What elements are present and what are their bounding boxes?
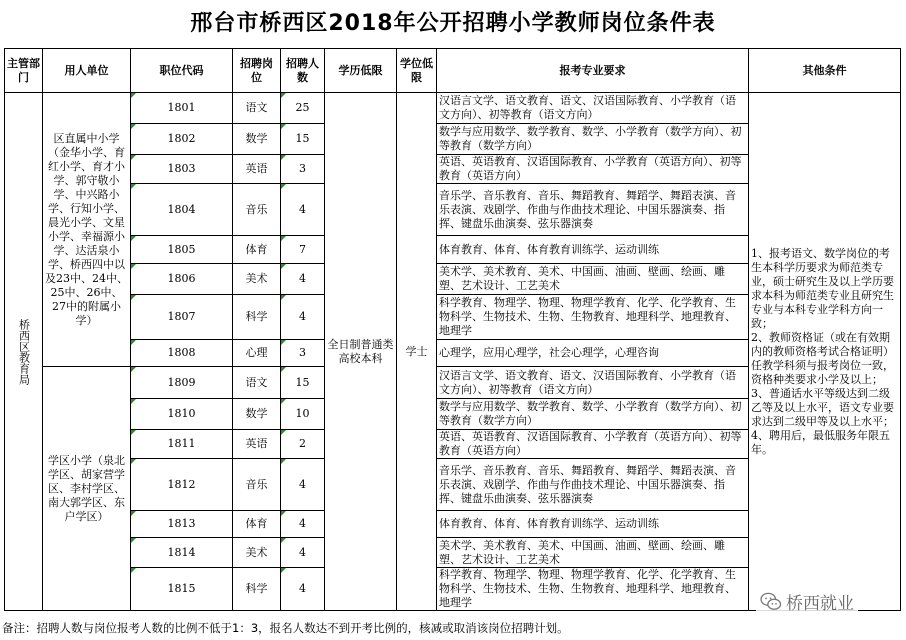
edu-cell: 全日制普通类高校本科 — [325, 93, 397, 611]
other-conditions-cell — [749, 93, 901, 611]
subject-cell: 体育 — [233, 511, 281, 538]
major-cell: 科学教育、物理学、物理、物理学教育、化学、化学教育、生物科学、生物技术、生物、生物教育、地理科学、地理教育、地理学 — [437, 568, 749, 611]
subject-cell: 美术 — [233, 264, 281, 295]
major-cell: 数学与应用数学、数学教育、数学、小学教育（数学方向）、初等教育（数学方向） — [437, 399, 749, 430]
header-edu: 学历低限 — [325, 49, 397, 93]
count-cell: 10 — [281, 399, 325, 430]
major-cell: 体育教育、体育、体育教育训练学、运动训练 — [437, 236, 749, 264]
watermark — [756, 588, 858, 615]
subject-cell: 数学 — [233, 399, 281, 430]
code-cell: 1808 — [131, 340, 233, 367]
count-cell: 4 — [281, 295, 325, 340]
count-cell: 4 — [281, 568, 325, 611]
code-cell: 1807 — [131, 295, 233, 340]
header-code: 职位代码 — [131, 49, 233, 93]
other-conditions-text: 1、报考语文、数学岗位的考生本科学历要求为师范类专业，硕士研究生及以上学历要求本科为师范类专业且研究生专业与本科专业学科方向一致； 2、教师资格证（或在有效期内的教师资格考试合格证明）任教学科须与报考岗位一致，资格种类要求小学及以上； 3、普通话水平等级达到二级乙等及以上水平，语文专业要求达到二级甲等及以上水平； 4、聘用后，最低服务年限五年。 — [751, 246, 894, 456]
header-dept: 主管部门 — [5, 49, 43, 93]
subject-cell: 语文 — [233, 93, 281, 124]
dept-text: 桥西区教育局 — [17, 318, 31, 385]
count-cell: 3 — [281, 155, 325, 184]
count-cell: 7 — [281, 236, 325, 264]
code-cell: 1814 — [131, 538, 233, 568]
header-degree: 学位低限 — [397, 49, 437, 93]
count-cell: 4 — [281, 538, 325, 568]
header-other: 其他条件 — [749, 49, 901, 93]
subject-cell: 语文 — [233, 367, 281, 399]
major-cell: 科学教育、物理学、物理、物理学教育、化学、化学教育、生物科学、生物技术、生物、生物教育、地理科学、地理教育、地理学 — [437, 295, 749, 340]
unit-group2-cell: 学区小学（泉北学区、胡家营学区、李村学区、南大郭学区、东户学区） — [43, 367, 131, 611]
header-position: 招聘岗位 — [233, 49, 281, 93]
count-cell: 25 — [281, 93, 325, 124]
positions-table — [4, 48, 901, 611]
page-title: 邢台市桥西区2018年公开招聘小学教师岗位条件表 — [190, 11, 716, 36]
major-cell: 英语、英语教育、汉语国际教育、小学教育（英语方向）、初等教育（英语方向） — [437, 155, 749, 184]
count-cell: 4 — [281, 511, 325, 538]
header-row — [5, 49, 901, 93]
table-row — [5, 93, 901, 124]
count-cell: 4 — [281, 184, 325, 236]
subject-cell: 英语 — [233, 430, 281, 459]
major-cell: 汉语言文学、语文教育、语文、汉语国际教育、小学教育（语文方向）、初等教育（语文方向） — [437, 93, 749, 124]
code-cell: 1802 — [131, 124, 233, 155]
subject-cell: 美术 — [233, 538, 281, 568]
subject-cell: 音乐 — [233, 459, 281, 511]
code-cell: 1806 — [131, 264, 233, 295]
code-cell: 1813 — [131, 511, 233, 538]
count-cell: 2 — [281, 430, 325, 459]
count-cell: 15 — [281, 367, 325, 399]
major-cell: 汉语言文学、语文教育、语文、汉语国际教育、小学教育（语文方向）、初等教育（语文方向） — [437, 367, 749, 399]
header-major: 报考专业要求 — [437, 49, 749, 93]
major-cell: 数学与应用数学、数学教育、数学、小学教育（数学方向）、初等教育（数学方向） — [437, 124, 749, 155]
wechat-icon — [760, 592, 782, 612]
subject-cell: 心理 — [233, 340, 281, 367]
count-cell: 4 — [281, 264, 325, 295]
header-unit: 用人单位 — [43, 49, 131, 93]
subject-cell: 体育 — [233, 236, 281, 264]
code-cell: 1810 — [131, 399, 233, 430]
count-cell: 4 — [281, 459, 325, 511]
major-cell: 音乐学、音乐教育、音乐、舞蹈教育、舞蹈学、舞蹈表演、音乐表演、戏剧学、作曲与作曲技术理论、中国乐器演奏、指挥、键盘乐曲演奏、弦乐器演奏 — [437, 459, 749, 511]
footnote: 备注：招聘人数与岗位报考人数的比例不低于1：3，报名人数达不到开考比例的，核减或取消该岗位招聘计划。 — [2, 621, 569, 635]
code-cell: 1812 — [131, 459, 233, 511]
major-cell: 音乐学、音乐教育、音乐、舞蹈教育、舞蹈学、舞蹈表演、音乐表演、戏剧学、作曲与作曲技术理论、中国乐器演奏、指挥、键盘乐曲演奏、弦乐器演奏 — [437, 184, 749, 236]
subject-cell: 音乐 — [233, 184, 281, 236]
count-cell: 3 — [281, 340, 325, 367]
code-cell: 1803 — [131, 155, 233, 184]
dept-cell — [5, 93, 43, 611]
degree-cell: 学士 — [397, 93, 437, 611]
code-cell: 1809 — [131, 367, 233, 399]
watermark-text: 桥西就业 — [786, 594, 854, 614]
code-cell: 1804 — [131, 184, 233, 236]
unit-group1-cell: 区直属中小学（金华小学、育红小学、育才小学、郭守敬小学、中兴路小学、行知小学、晨光小学、文星小学、幸福源小学、达活泉小学、桥西四中以及23中、24中、25中、26中、27中的附属小学） — [43, 93, 131, 367]
code-cell: 1811 — [131, 430, 233, 459]
subject-cell: 数学 — [233, 124, 281, 155]
count-cell: 15 — [281, 124, 325, 155]
major-cell: 心理学，应用心理学，社会心理学，心理咨询 — [437, 340, 749, 367]
subject-cell: 英语 — [233, 155, 281, 184]
header-count: 招聘人数 — [281, 49, 325, 93]
major-cell: 英语、英语教育、汉语国际教育、小学教育（英语方向）、初等教育（英语方向） — [437, 430, 749, 459]
code-cell: 1805 — [131, 236, 233, 264]
code-cell: 1801 — [131, 93, 233, 124]
major-cell: 美术学、美术教育、美术、中国画、油画、壁画、绘画、雕塑、艺术设计、工艺美术 — [437, 538, 749, 568]
subject-cell: 科学 — [233, 568, 281, 611]
subject-cell: 科学 — [233, 295, 281, 340]
major-cell: 美术学、美术教育、美术、中国画、油画、壁画、绘画、雕塑、艺术设计、工艺美术 — [437, 264, 749, 295]
major-cell: 体育教育、体育、体育教育训练学、运动训练 — [437, 511, 749, 538]
code-cell: 1815 — [131, 568, 233, 611]
